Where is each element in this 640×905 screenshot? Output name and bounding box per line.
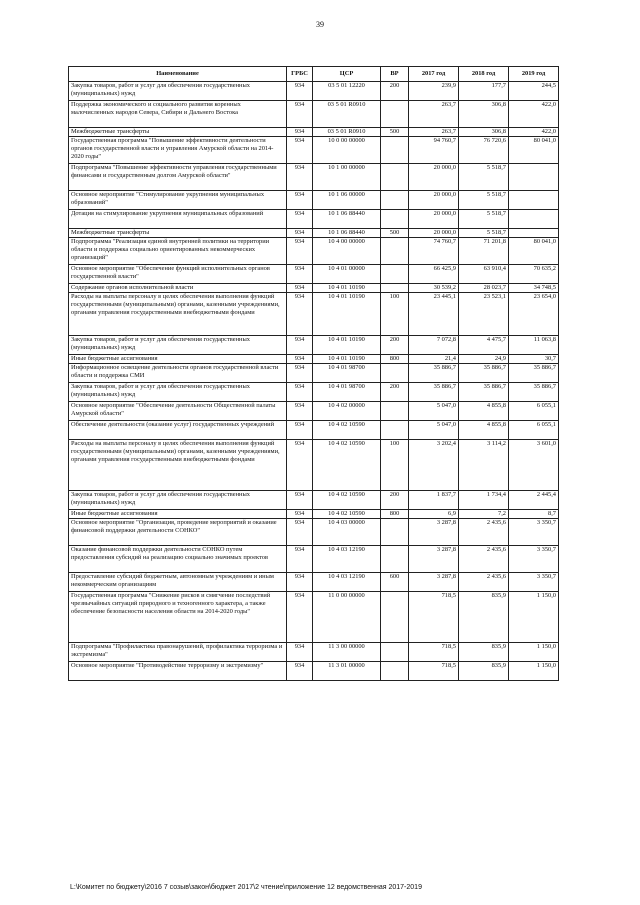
- row-2018: 835,9: [459, 592, 509, 643]
- row-2017: 35 886,7: [409, 364, 459, 383]
- row-grbs: 934: [287, 383, 313, 402]
- table-header-row: [69, 67, 559, 82]
- row-csr: 10 1 06 88440: [313, 210, 381, 229]
- row-name: Межбюджетные трансферты: [69, 128, 287, 137]
- row-2017: 20 000,0: [409, 164, 459, 191]
- row-grbs: 934: [287, 336, 313, 355]
- row-name: Подпрограмма "Повышение эффективности управления государственными финансами и государственным долгом Амурской области": [69, 164, 287, 191]
- row-csr: 10 4 01 10190: [313, 284, 381, 293]
- row-2019: 3 350,7: [509, 519, 559, 546]
- row-vr: 100: [381, 440, 409, 491]
- table-row: [69, 592, 559, 643]
- row-2017: 23 445,1: [409, 293, 459, 336]
- table-row: [69, 336, 559, 355]
- row-2018: 1 734,4: [459, 491, 509, 510]
- row-2017: 21,4: [409, 355, 459, 364]
- row-grbs: 934: [287, 364, 313, 383]
- row-2018: 177,7: [459, 82, 509, 101]
- table-row: [69, 265, 559, 284]
- row-vr: [381, 265, 409, 284]
- row-vr: [381, 284, 409, 293]
- row-2017: 94 760,7: [409, 137, 459, 164]
- row-2018: 306,8: [459, 128, 509, 137]
- row-2018: 835,9: [459, 643, 509, 662]
- row-csr: 11 3 01 00000: [313, 662, 381, 681]
- row-2019: 1 150,0: [509, 592, 559, 643]
- table-row: [69, 510, 559, 519]
- header-2019: 2019 год: [509, 67, 559, 82]
- row-vr: 200: [381, 491, 409, 510]
- row-vr: 600: [381, 573, 409, 592]
- row-name: Закупка товаров, работ и услуг для обеспечения государственных (муниципальных) нужд: [69, 491, 287, 510]
- table-row: [69, 191, 559, 210]
- row-2018: 4 855,8: [459, 402, 509, 421]
- row-grbs: 934: [287, 402, 313, 421]
- row-2019: 422,0: [509, 128, 559, 137]
- row-vr: 200: [381, 383, 409, 402]
- table-row: [69, 164, 559, 191]
- row-grbs: 934: [287, 519, 313, 546]
- row-2018: 28 023,7: [459, 284, 509, 293]
- row-2018: 306,8: [459, 101, 509, 128]
- row-name: Оказание финансовой поддержки деятельности СОНКО путем предоставления субсидий на реализацию социально значимых проектов: [69, 546, 287, 573]
- row-vr: [381, 662, 409, 681]
- table-row: [69, 421, 559, 440]
- row-name: Расходы на выплаты персоналу в целях обеспечения выполнения функций государственными (муниципальными) органами, казенными учреждениями, органами управления государственными внебюджетными фондами: [69, 293, 287, 336]
- table-row: [69, 383, 559, 402]
- row-name: Основное мероприятие "Обеспечение деятельности Общественной палаты Амурской области": [69, 402, 287, 421]
- row-vr: [381, 101, 409, 128]
- row-grbs: 934: [287, 265, 313, 284]
- row-2017: 5 047,0: [409, 402, 459, 421]
- row-2018: 5 518,7: [459, 191, 509, 210]
- table-row: [69, 238, 559, 265]
- row-name: Подпрограмма "Реализация единой внутренней политики на территории области и поддержка социально ориентированных некоммерческих организаций": [69, 238, 287, 265]
- table-row: [69, 491, 559, 510]
- row-2017: 20 000,0: [409, 191, 459, 210]
- table-row: [69, 355, 559, 364]
- table-row: [69, 643, 559, 662]
- row-csr: 10 4 03 12190: [313, 573, 381, 592]
- row-name: Основное мероприятие "Организация, проведение мероприятий и оказание финансовой поддержки деятельности СОНКО": [69, 519, 287, 546]
- table-row: [69, 229, 559, 238]
- row-grbs: 934: [287, 284, 313, 293]
- row-csr: 10 4 02 10590: [313, 421, 381, 440]
- row-2017: 718,5: [409, 662, 459, 681]
- header-2018: 2018 год: [459, 67, 509, 82]
- row-vr: [381, 546, 409, 573]
- row-2018: 2 435,6: [459, 519, 509, 546]
- row-2018: 23 523,1: [459, 293, 509, 336]
- row-2018: 63 910,4: [459, 265, 509, 284]
- row-csr: 10 4 01 10190: [313, 336, 381, 355]
- row-vr: [381, 592, 409, 643]
- row-name: Содержание органов исполнительной власти: [69, 284, 287, 293]
- row-2019: 80 041,0: [509, 238, 559, 265]
- row-name: Дотация на стимулирование укрупнения муниципальных образований: [69, 210, 287, 229]
- row-2019: 3 350,7: [509, 573, 559, 592]
- row-2019: 6 055,1: [509, 421, 559, 440]
- row-csr: 10 4 00 00000: [313, 238, 381, 265]
- row-2019: 1 150,0: [509, 643, 559, 662]
- table-row: [69, 402, 559, 421]
- row-2019: 80 041,0: [509, 137, 559, 164]
- row-name: Закупка товаров, работ и услуг для обеспечения государственных (муниципальных) нужд: [69, 383, 287, 402]
- row-name: Основное мероприятие "Противодействие терроризму и экстремизму": [69, 662, 287, 681]
- row-2017: 3 287,8: [409, 546, 459, 573]
- row-csr: 11 0 00 00000: [313, 592, 381, 643]
- row-name: Государственная программа "Повышение эффективности деятельности органов государственной власти и управления Амурской области на 2014-2020 годы": [69, 137, 287, 164]
- row-vr: 800: [381, 510, 409, 519]
- row-2019: 34 748,5: [509, 284, 559, 293]
- row-grbs: 934: [287, 191, 313, 210]
- row-name: Расходы на выплаты персоналу в целях обеспечения выполнения функций государственными (муниципальными) органами, казенными учреждениями, органами управления государственными внебюджетными фондами: [69, 440, 287, 491]
- row-2017: 3 202,4: [409, 440, 459, 491]
- row-2018: 835,9: [459, 662, 509, 681]
- table-row: [69, 364, 559, 383]
- row-2018: 5 518,7: [459, 229, 509, 238]
- row-csr: 03 5 01 12220: [313, 82, 381, 101]
- row-vr: [381, 519, 409, 546]
- row-2019: 2 445,4: [509, 491, 559, 510]
- table-row: [69, 662, 559, 681]
- row-grbs: 934: [287, 510, 313, 519]
- row-name: Закупка товаров, работ и услуг для обеспечения государственных (муниципальных) нужд: [69, 82, 287, 101]
- row-2017: 30 539,2: [409, 284, 459, 293]
- row-grbs: 934: [287, 229, 313, 238]
- row-2018: 2 435,6: [459, 573, 509, 592]
- table-row: [69, 440, 559, 491]
- row-csr: 10 4 01 10190: [313, 293, 381, 336]
- row-grbs: 934: [287, 355, 313, 364]
- row-name: Подпрограмма "Профилактика правонарушений, профилактика терроризма и экстремизма": [69, 643, 287, 662]
- row-grbs: 934: [287, 573, 313, 592]
- row-grbs: 934: [287, 82, 313, 101]
- row-vr: 100: [381, 293, 409, 336]
- row-vr: 800: [381, 355, 409, 364]
- row-vr: [381, 164, 409, 191]
- row-vr: 500: [381, 128, 409, 137]
- row-2019: 8,7: [509, 510, 559, 519]
- row-2017: 3 287,8: [409, 519, 459, 546]
- table-row: [69, 137, 559, 164]
- row-vr: [381, 421, 409, 440]
- row-name: Информационное освещение деятельности органов государственной власти области и поддержка СМИ: [69, 364, 287, 383]
- row-grbs: 934: [287, 491, 313, 510]
- row-grbs: 934: [287, 546, 313, 573]
- row-2017: 1 837,7: [409, 491, 459, 510]
- row-csr: 03 5 01 R0910: [313, 128, 381, 137]
- row-vr: [381, 364, 409, 383]
- row-2017: 20 000,0: [409, 229, 459, 238]
- row-name: Поддержка экономического и социального развития коренных малочисленных народов Севера, Сибири и Дальнего Востока: [69, 101, 287, 128]
- row-grbs: 934: [287, 164, 313, 191]
- row-grbs: 934: [287, 238, 313, 265]
- row-csr: 10 4 01 10190: [313, 355, 381, 364]
- row-2019: 30,7: [509, 355, 559, 364]
- page-number: 39: [316, 20, 324, 29]
- row-2019: 3 601,0: [509, 440, 559, 491]
- row-vr: [381, 402, 409, 421]
- table-row: [69, 210, 559, 229]
- row-2019: 6 055,1: [509, 402, 559, 421]
- row-2017: 66 425,9: [409, 265, 459, 284]
- row-csr: 10 4 03 00000: [313, 519, 381, 546]
- row-2019: 23 654,0: [509, 293, 559, 336]
- row-grbs: 934: [287, 643, 313, 662]
- row-vr: [381, 643, 409, 662]
- row-2019: [509, 191, 559, 210]
- row-2018: 7,2: [459, 510, 509, 519]
- row-vr: [381, 137, 409, 164]
- row-2017: 6,9: [409, 510, 459, 519]
- row-2019: 244,5: [509, 82, 559, 101]
- row-2018: 3 114,2: [459, 440, 509, 491]
- table-row: [69, 546, 559, 573]
- row-grbs: 934: [287, 137, 313, 164]
- table-row: [69, 128, 559, 137]
- row-csr: 10 1 06 88440: [313, 229, 381, 238]
- row-2019: [509, 164, 559, 191]
- row-vr: 200: [381, 82, 409, 101]
- row-2019: 70 635,2: [509, 265, 559, 284]
- row-2018: 4 475,7: [459, 336, 509, 355]
- footer-path: L:\Комитет по бюджету\2016 7 созыв\закон\бюджет 2017\2 чтение\приложение 12 ведомственная 2017-2019: [70, 884, 422, 891]
- row-2019: [509, 229, 559, 238]
- row-vr: [381, 210, 409, 229]
- row-2018: 24,9: [459, 355, 509, 364]
- row-name: Предоставление субсидий бюджетным, автономным учреждениям и иным некоммерческим организациям: [69, 573, 287, 592]
- row-2017: 5 047,0: [409, 421, 459, 440]
- row-name: Иные бюджетные ассигнования: [69, 510, 287, 519]
- header-vr: ВР: [381, 67, 409, 82]
- row-2018: 35 886,7: [459, 383, 509, 402]
- row-2019: 1 150,0: [509, 662, 559, 681]
- header-grbs: ГРБС: [287, 67, 313, 82]
- row-grbs: 934: [287, 440, 313, 491]
- row-csr: 10 4 01 00000: [313, 265, 381, 284]
- row-2018: 4 855,8: [459, 421, 509, 440]
- row-name: Обеспечение деятельности (оказание услуг) государственных учреждений: [69, 421, 287, 440]
- row-grbs: 934: [287, 592, 313, 643]
- row-name: Государственная программа "Снижение рисков и смягчение последствий чрезвычайных ситуаций природного и техногенного характера, а также обеспечение безопасности населения области на 2014-2020 годы": [69, 592, 287, 643]
- table-body: [69, 82, 559, 681]
- row-2017: 718,5: [409, 592, 459, 643]
- row-2019: 35 886,7: [509, 364, 559, 383]
- header-csr: ЦСР: [313, 67, 381, 82]
- row-name: Основное мероприятие "Обеспечение функций исполнительных органов государственной власти": [69, 265, 287, 284]
- row-2018: 5 518,7: [459, 210, 509, 229]
- row-csr: 10 4 01 98700: [313, 383, 381, 402]
- header-name: Наименование: [69, 67, 287, 82]
- row-2017: 263,7: [409, 101, 459, 128]
- row-vr: 500: [381, 229, 409, 238]
- row-vr: [381, 238, 409, 265]
- row-csr: 10 4 02 10590: [313, 440, 381, 491]
- row-2018: 35 886,7: [459, 364, 509, 383]
- row-2018: 5 518,7: [459, 164, 509, 191]
- row-2018: 76 720,6: [459, 137, 509, 164]
- row-csr: 10 4 03 12190: [313, 546, 381, 573]
- header-2017: 2017 год: [409, 67, 459, 82]
- row-grbs: 934: [287, 101, 313, 128]
- row-2019: [509, 210, 559, 229]
- row-csr: 11 3 00 00000: [313, 643, 381, 662]
- row-2017: 74 760,7: [409, 238, 459, 265]
- table-row: [69, 573, 559, 592]
- row-grbs: 934: [287, 128, 313, 137]
- row-csr: 10 4 02 10590: [313, 491, 381, 510]
- table-row: [69, 284, 559, 293]
- row-csr: 10 1 06 00000: [313, 191, 381, 210]
- row-2019: 35 886,7: [509, 383, 559, 402]
- row-2017: 239,9: [409, 82, 459, 101]
- row-2017: 3 287,8: [409, 573, 459, 592]
- row-name: Закупка товаров, работ и услуг для обеспечения государственных (муниципальных) нужд: [69, 336, 287, 355]
- table-row: [69, 82, 559, 101]
- row-name: Иные бюджетные ассигнования: [69, 355, 287, 364]
- budget-table: [68, 66, 559, 681]
- row-grbs: 934: [287, 293, 313, 336]
- row-csr: 10 4 01 98700: [313, 364, 381, 383]
- row-name: Основное мероприятие "Стимулирование укрупнения муниципальных образований": [69, 191, 287, 210]
- row-csr: 10 0 00 00000: [313, 137, 381, 164]
- row-csr: 10 4 02 10590: [313, 510, 381, 519]
- row-2017: 263,7: [409, 128, 459, 137]
- table-row: [69, 101, 559, 128]
- row-csr: 10 1 00 00000: [313, 164, 381, 191]
- row-2018: 71 201,8: [459, 238, 509, 265]
- row-2017: 20 000,0: [409, 210, 459, 229]
- row-grbs: 934: [287, 421, 313, 440]
- row-vr: 200: [381, 336, 409, 355]
- row-grbs: 934: [287, 210, 313, 229]
- row-2017: 35 886,7: [409, 383, 459, 402]
- table-row: [69, 293, 559, 336]
- row-2017: 7 072,8: [409, 336, 459, 355]
- table-row: [69, 519, 559, 546]
- row-2019: 422,0: [509, 101, 559, 128]
- row-2018: 2 435,6: [459, 546, 509, 573]
- row-name: Межбюджетные трансферты: [69, 229, 287, 238]
- row-grbs: 934: [287, 662, 313, 681]
- row-csr: 03 5 01 R0910: [313, 101, 381, 128]
- row-2019: 11 063,8: [509, 336, 559, 355]
- row-2019: 3 350,7: [509, 546, 559, 573]
- row-vr: [381, 191, 409, 210]
- row-csr: 10 4 02 00000: [313, 402, 381, 421]
- row-2017: 718,5: [409, 643, 459, 662]
